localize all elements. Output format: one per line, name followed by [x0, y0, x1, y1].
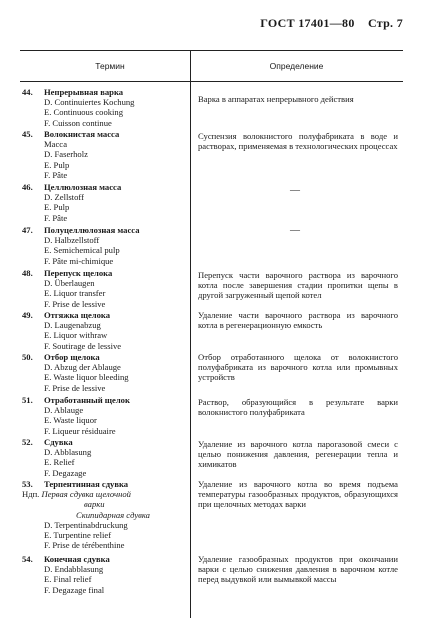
entry-number: 48.	[22, 268, 33, 278]
term-translation: D. Laugenabzug	[44, 320, 101, 331]
page-label: Стр.	[367, 16, 394, 30]
definition-49: Удаление части варочного раствора из варочного котла в регенерационную емкость	[198, 310, 398, 331]
term-translation: D. Faserholz	[44, 149, 88, 160]
definition-47: —	[290, 225, 300, 236]
term-translation: E. Turpentine relief	[44, 530, 112, 541]
entry-number: 46.	[22, 182, 33, 192]
term-title: Перепуск щелока	[44, 268, 113, 278]
term-entry-48	[22, 268, 188, 309]
deprecated-term: Скипидарная сдувка	[76, 509, 150, 520]
term-title: Целлюлозная масса	[44, 182, 122, 192]
term-entry-51	[22, 395, 188, 436]
term-title: Отработанный щелок	[44, 395, 130, 405]
term-synonym: Масса	[44, 139, 68, 150]
term-translation: E. Pulp	[44, 159, 70, 170]
term-translation: F. Degazage	[44, 467, 87, 478]
entry-number: 49.	[22, 310, 33, 320]
deprecated-label: Ндп.	[22, 489, 40, 500]
term-entry-49	[22, 310, 188, 351]
term-translation: E. Pulp	[44, 202, 70, 213]
term-translation: D. Halbzellstoff	[44, 235, 100, 246]
standard-code: ГОСТ 17401—80	[260, 16, 355, 30]
term-entry-44	[22, 87, 188, 128]
term-entry-53	[22, 479, 188, 550]
term-title: Терпентинная сдувка	[44, 479, 129, 489]
entry-number: 47.	[22, 225, 33, 235]
term-translation: E. Waste liquor	[44, 415, 97, 426]
term-translation: E. Relief	[44, 457, 75, 468]
term-translation: D. Continuiertes Kochung	[44, 97, 135, 108]
term-translation: F. Pâte mi-chimique	[44, 255, 114, 266]
term-translation: E. Semichemical pulp	[44, 245, 120, 256]
entry-number: 52.	[22, 437, 33, 447]
definition-45: Суспензия волокнистого полуфабриката в воде и растворах, применяемая в технологических процессах	[198, 131, 398, 152]
term-entry-46	[22, 182, 188, 223]
term-translation: F. Liqueur résiduaire	[44, 425, 116, 436]
entry-number: 44.	[22, 87, 33, 97]
term-entry-50	[22, 352, 188, 393]
term-title: Сдувка	[44, 437, 73, 447]
definition-46: —	[290, 185, 300, 196]
term-translation: E. Continuous cooking	[44, 107, 124, 118]
definition-54: Удаление газообразных продуктов при окончании варки с целью снижения давления в варочном котле перед выдувкой или вымывкой массы	[198, 554, 398, 585]
term-translation: E. Liquor transfer	[44, 288, 106, 299]
term-title: Конечная сдувка	[44, 554, 110, 564]
deprecated-term: Первая сдувка щелочной	[41, 489, 131, 500]
term-title: Волокнистая масса	[44, 129, 120, 139]
entry-number: 53.	[22, 479, 33, 489]
term-translation: F. Prise de lessive	[44, 298, 106, 309]
term-title: Отгяжка щелока	[44, 310, 111, 320]
definition-52: Удаление из варочного котла парогазовой смеси с целью понижения давления, регенерации тепла и химикатов	[198, 439, 398, 470]
term-entry-54	[22, 554, 188, 595]
term-entry-45	[22, 129, 188, 180]
term-translation: D. Zellstoff	[44, 192, 84, 203]
terms-column-header: Термин	[95, 61, 125, 71]
term-translation: F. Prise de térébenthine	[44, 540, 125, 551]
definition-column-header: Определение	[269, 61, 324, 71]
term-translation: D. Endabblasung	[44, 564, 104, 575]
term-translation: F. Pâte	[44, 169, 68, 180]
term-translation: D. Ablauge	[44, 405, 84, 416]
term-translation: E. Liquor withraw	[44, 330, 108, 341]
definition-51: Раствор, образующийся в результате варки волокнистого полуфабриката	[198, 397, 398, 418]
term-title: Отбор щелока	[44, 352, 100, 362]
term-title: Полуцеллюлозная масса	[44, 225, 140, 235]
definition-53: Удаление из варочного котла во время подъема температуры газообразных продуктов, образующихся при щелочных методах варки	[198, 479, 398, 510]
term-translation: E. Final relief	[44, 574, 92, 585]
term-entry-52	[22, 437, 188, 478]
term-translation: F. Cuisson continue	[44, 117, 112, 128]
column-divider	[190, 50, 191, 618]
page-header	[260, 16, 403, 31]
entry-number: 51.	[22, 395, 33, 405]
entry-number: 50.	[22, 352, 33, 362]
term-entry-47	[22, 225, 188, 266]
definition-50: Отбор отработанного щелока от волокнистого полуфабриката из варочного котла или промывных устройств	[198, 352, 398, 383]
term-title: Непрерывная варка	[44, 87, 124, 97]
definition-44: Варка в аппаратах непрерывного действия	[198, 94, 354, 104]
entry-number: 45.	[22, 129, 33, 139]
term-translation: F. Prise de lessive	[44, 382, 106, 393]
table-top-rule	[20, 50, 403, 51]
definition-48: Перепуск части варочного раствора из варочного котла после завершения стадии пропитки щепы в другой загруженный щепой котел	[198, 270, 398, 301]
term-translation: F. Pâte	[44, 212, 68, 223]
term-translation: D. Abblasung	[44, 447, 92, 458]
term-translation: F. Degazage final	[44, 584, 105, 595]
term-translation: D. Überlaugen	[44, 278, 95, 289]
entry-number: 54.	[22, 554, 33, 564]
deprecated-term-cont: варки	[84, 499, 105, 510]
term-translation: D. Abzug der Ablauge	[44, 362, 121, 373]
term-translation: F. Soutirage de lessive	[44, 340, 122, 351]
term-translation: D. Terpentinabdruckung	[44, 519, 128, 530]
header-bottom-rule	[20, 81, 403, 82]
term-translation: E. Waste liquor bleeding	[44, 372, 129, 383]
page-number: 7	[396, 16, 403, 30]
